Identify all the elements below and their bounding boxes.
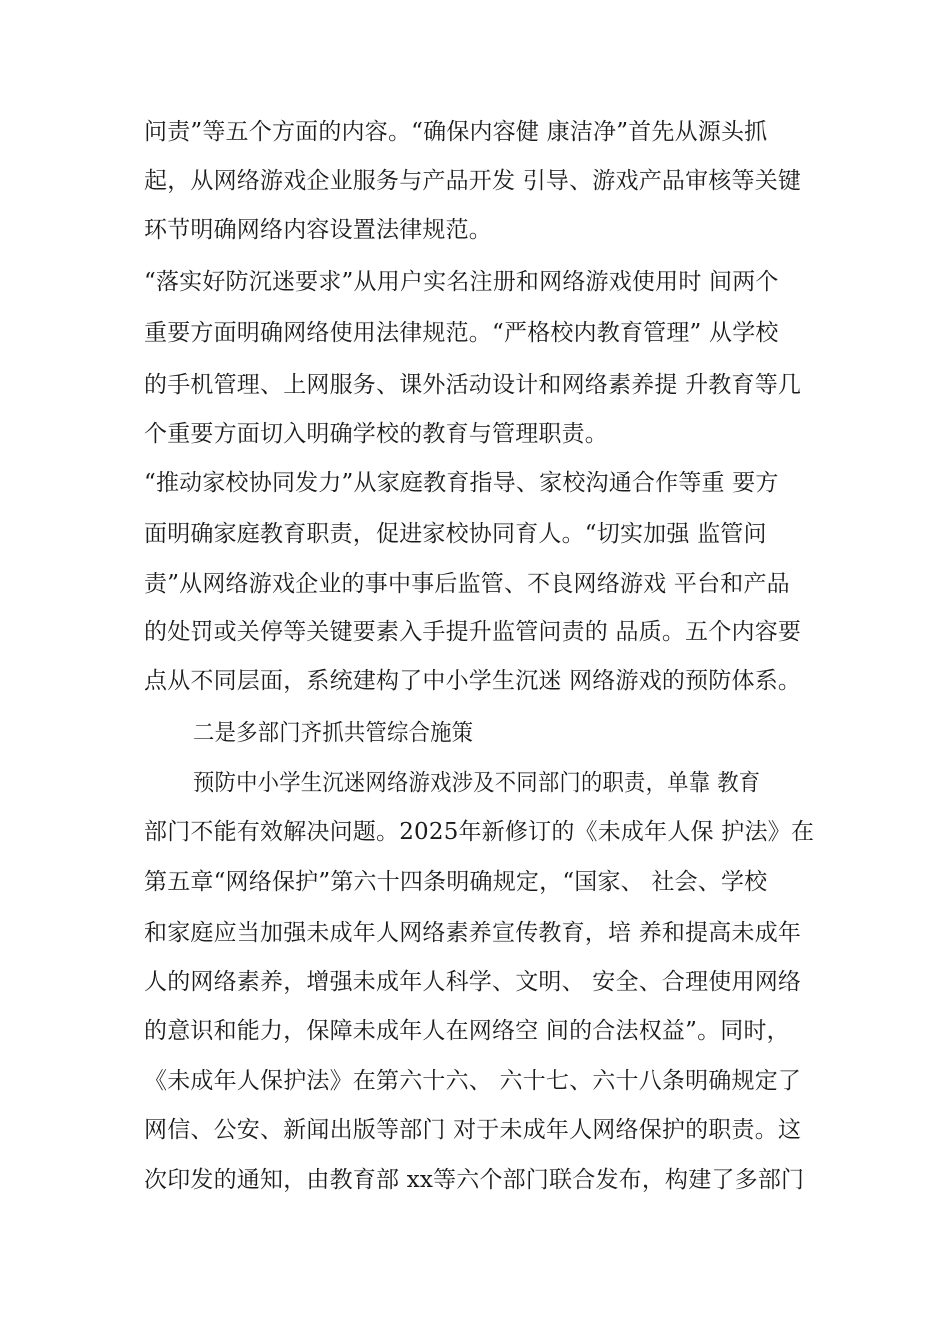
paragraph-line: 个重要方面切入明确学校的教育与管理职责。: [144, 421, 608, 447]
paragraph-line: 人的网络素养，增强未成年人科学、文明、 安全、合理使用网络: [144, 969, 802, 995]
paragraph-line: 起，从网络游戏企业服务与产品开发 引导、游戏产品审核等关键: [144, 168, 802, 194]
paragraph-line: 的意识和能力，保障未成年人在网络空 间的合法权益”。同时，: [144, 1018, 790, 1044]
paragraph-line: 问责”等五个方面的内容。“确保内容健 康洁净”首先从源头抓: [144, 119, 768, 145]
paragraph-line: 《未成年人保护法》在第六十六、 六十七、六十八条明确规定了: [144, 1068, 802, 1094]
section-heading: 二是多部门齐抓共管综合施策: [193, 720, 474, 746]
paragraph-line: 第五章“网络保护”第六十四条明确规定，“国家、 社会、学校: [144, 869, 768, 895]
paragraph-line: 的处罚或关停等关键要素入手提升监管问责的 品质。五个内容要: [144, 619, 802, 645]
paragraph-line: 点从不同层面，系统建构了中小学生沉迷 网络游戏的预防体系。: [144, 668, 802, 694]
paragraph-line: 部门不能有效解决问题。2025年新修订的《未成年人保 护法》在: [144, 819, 815, 845]
paragraph-line: 重要方面明确网络使用法律规范。“严格校内教育管理” 从学校: [144, 320, 779, 346]
paragraph-line: 责”从网络游戏企业的事中事后监管、不良网络游戏 平台和产品: [144, 571, 790, 597]
paragraph-line: 和家庭应当加强未成年人网络素养宣传教育，培 养和提高未成年: [144, 920, 802, 946]
paragraph-line: 预防中小学生沉迷网络游戏涉及不同部门的职责，单靠 教育: [193, 770, 761, 796]
paragraph-line: “落实好防沉迷要求”从用户实名注册和网络游戏使用时 间两个: [144, 269, 779, 295]
paragraph-line: 次印发的通知，由教育部 xx等六个部门联合发布，构建了多部门: [144, 1167, 805, 1193]
paragraph-line: “推动家校协同发力”从家庭教育指导、家校沟通合作等重 要方: [144, 470, 779, 496]
paragraph-line: 网信、公安、新闻出版等部门 对于未成年人网络保护的职责。这: [144, 1117, 802, 1143]
paragraph-line: 的手机管理、上网服务、课外活动设计和网络素养提 升教育等几: [144, 372, 802, 398]
paragraph-line: 环节明确网络内容设置法律规范。: [144, 217, 492, 243]
paragraph-line: 面明确家庭教育职责，促进家校协同育人。“切实加强 监管问: [144, 521, 767, 547]
